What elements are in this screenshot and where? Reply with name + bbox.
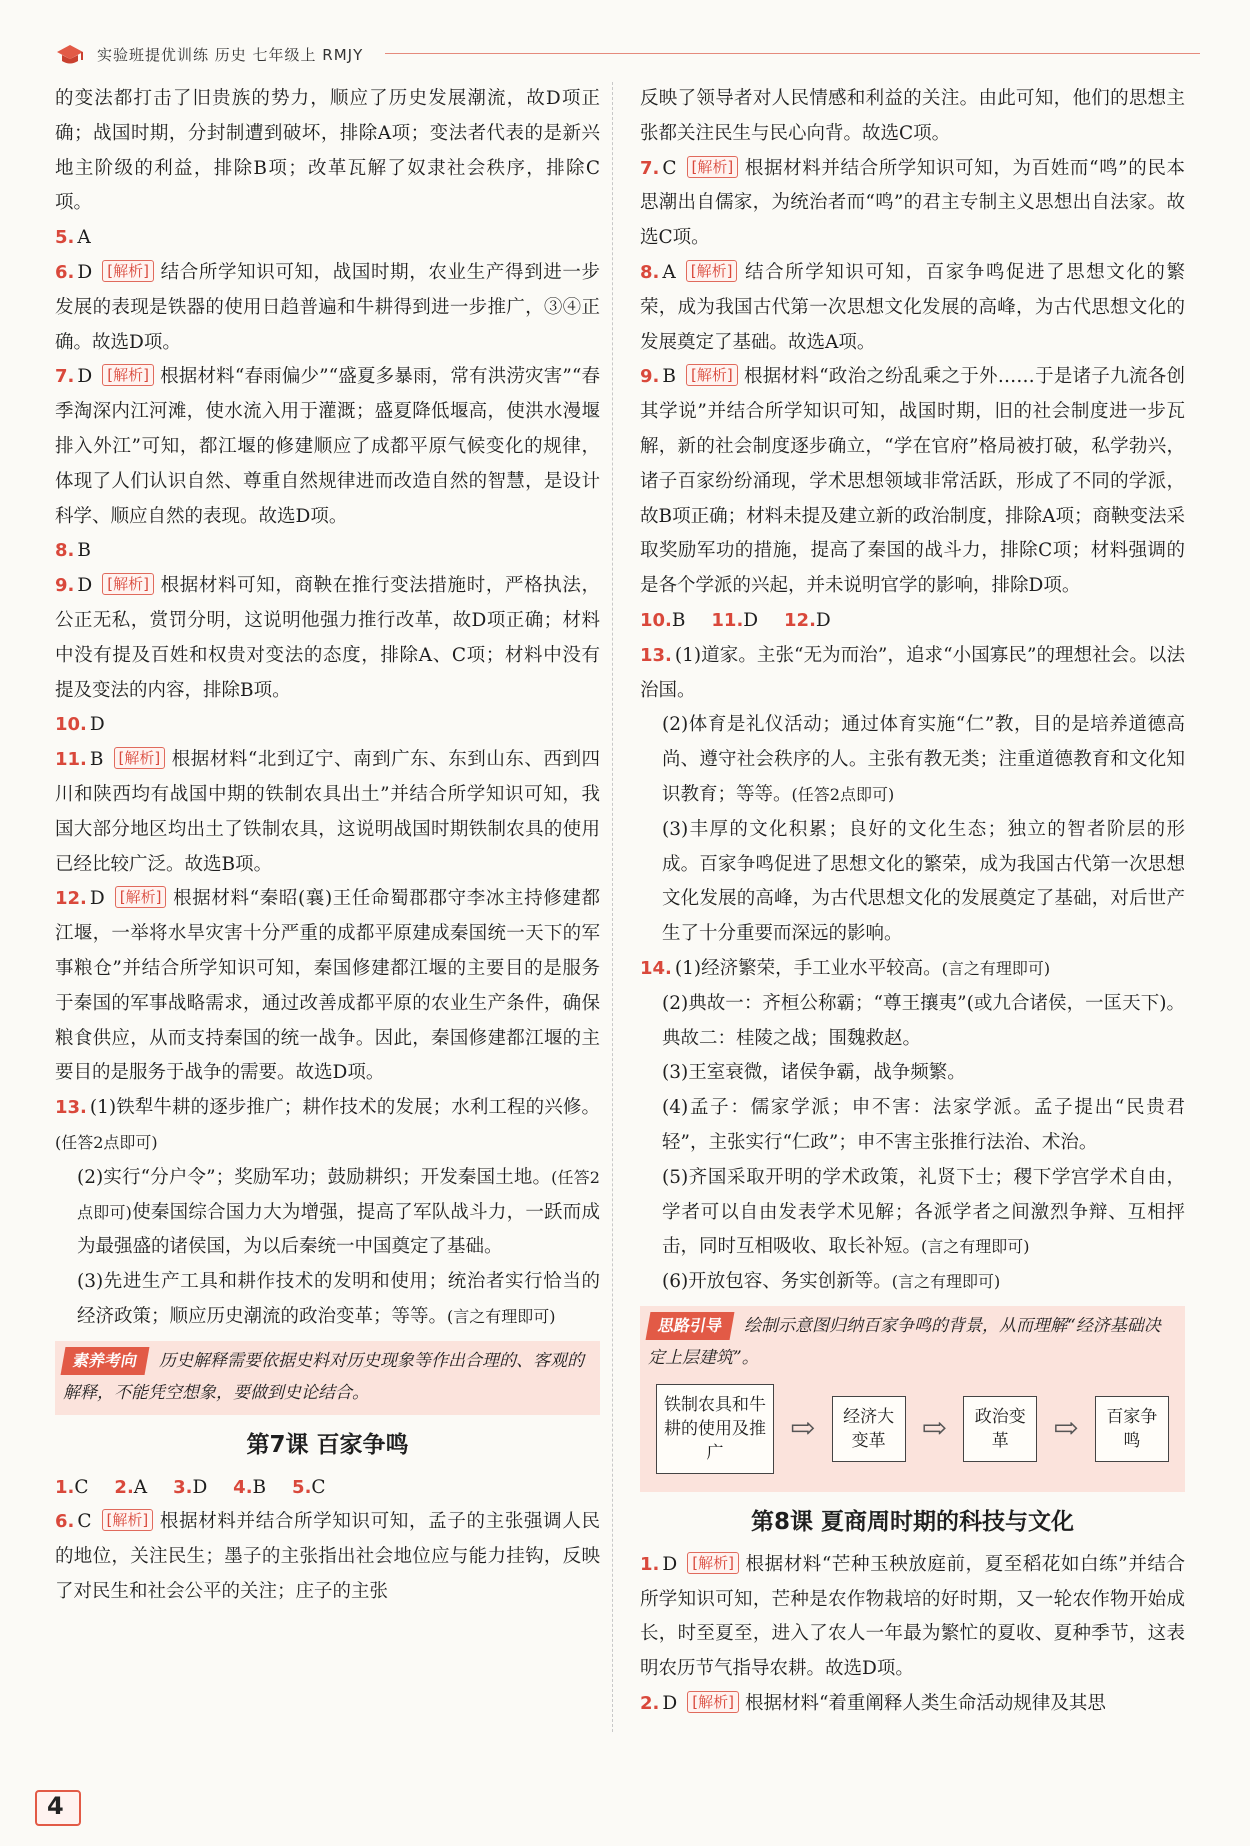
lesson-7-answer-14-part4: (4)孟子：儒家学派；申不害：法家学派。孟子提出“民贵君轻”，主张实行“仁政”；申不害主张推行法治、术治。 bbox=[662, 1097, 1185, 1153]
analysis-tag: [解析] bbox=[102, 364, 154, 386]
analysis-tag: [解析] bbox=[687, 156, 739, 178]
answer-7: 7. D [解析] 根据材料“春雨偏少”“盛夏多暴雨，常有洪涝灾害”“春季淘深内江河滩，使水流入用于灌溉；盛夏降低堰高，使洪水漫堰排入外江”可知，都江堰的修建顺应了成都平原气候变化的规律，体现了人们认识自然、尊重自然规律进而改造自然的智慧，是设计科学、顺应自然的表现。故选D项。 bbox=[55, 366, 600, 527]
page-number: 4 bbox=[47, 1792, 64, 1820]
lesson-7-answers-10-12: 10.B 11.D 12.D bbox=[640, 609, 831, 631]
lesson-7-answer-14-part1: 14. (1)经济繁荣，手工业水平较高。(言之有理即可) bbox=[640, 957, 1051, 979]
analysis-tag: [解析] bbox=[686, 260, 738, 282]
flow-arrow-icon: ⇨ bbox=[921, 1410, 948, 1446]
flow-step-political-change: 政治变革 bbox=[963, 1396, 1037, 1462]
answer-12: 12. D [解析] 根据材料“秦昭(襄)王任命蜀郡郡守李冰主持修建都江堰，一举将水旱灾害十分严重的成都平原建成秦国统一天下的军事粮仓”并结合所学知识可知，秦国修建都江堰的主要目的是服务于秦国的军事战略需求，通过改善成都平原的农业生产条件，确保粮食供应，从而支持秦国的统一战争。因此，秦国修建都江堰的主要目的是服务于战争的需要。故选D项。 bbox=[55, 888, 600, 1084]
book-logo-icon bbox=[55, 42, 85, 66]
flow-step-hundred-schools: 百家争鸣 bbox=[1095, 1396, 1169, 1462]
thinking-guide-box bbox=[640, 1306, 1185, 1492]
lesson-7-title: 第7课 百家争鸣 bbox=[246, 1431, 409, 1458]
answer-10: 10. D bbox=[55, 714, 105, 736]
lesson-7-answer-9: 9. B [解析] 根据材料“政治之纷乱乘之于外……于是诸子九流各创其学说”并结合所学知识可知，战国时期，旧的社会制度进一步瓦解，新的社会制度逐步确立，“学在官府”格局被打破，私学勃兴，诸子百家纷纷涌现，学术思想领域非常活跃，形成了不同的学派，故B项正确；材料未提及建立新的政治制度，排除A项；商鞅变法采取奖励军功的措施，提高了秦国的战斗力，排除C项；材料强调的是各个学派的兴起，并未说明官学的影响，排除D项。 bbox=[640, 366, 1185, 597]
literacy-note-label: 素养考向 bbox=[61, 1347, 150, 1375]
answer-6: 6. D [解析] 结合所学知识可知，战国时期，农业生产得到进一步发展的表现是铁器的使用日趋普遍和牛耕得到进一步推广，③④正确。故选D项。 bbox=[55, 261, 600, 353]
continued-text: 反映了领导者对人民情感和利益的关注。由此可知，他们的思想主张都关注民生与民心向背。故选C项。 bbox=[640, 88, 1185, 144]
flow-arrow-icon: ⇨ bbox=[1053, 1410, 1079, 1446]
continued-text: 的变法都打击了旧贵族的势力，顺应了历史发展潮流，故D项正确；战国时期，分封制遭到破坏，排除A项；变法者代表的是新兴地主阶级的利益，排除B项；改革瓦解了奴隶社会秩序，排除C项。 bbox=[55, 88, 600, 214]
literacy-note-text: 历史解释需要依据史料对历史现象等作出合理的、客观的解释，不能凭空想象，要做到史论结合。 bbox=[63, 1350, 585, 1403]
analysis-tag: [解析] bbox=[102, 260, 154, 282]
header-rule bbox=[385, 53, 1200, 54]
page-header bbox=[55, 38, 1200, 74]
flow-arrow-icon: ⇨ bbox=[790, 1410, 816, 1446]
thinking-guide-label: 思路引导 bbox=[646, 1312, 735, 1340]
column-divider bbox=[612, 82, 613, 1732]
analysis-tag: [解析] bbox=[115, 886, 167, 908]
lesson-7-answer-13-part2: (2)体育是礼仪活动；通过体育实施“仁”教，目的是培养道德高尚、遵守社会秩序的人。主张有教无类；注重道德教育和文化知识教育；等等。(任答2点即可) bbox=[662, 714, 1185, 805]
page-number-badge bbox=[35, 1790, 85, 1830]
answer-13-part3: (3)先进生产工具和耕作技术的发明和使用；统治者实行恰当的经济政策；顺应历史潮流的政治变革；等等。(言之有理即可) bbox=[77, 1271, 600, 1327]
book-title: 实验班提优训练 历史 七年级上 RMJY bbox=[97, 46, 364, 64]
analysis-tag: [解析] bbox=[114, 747, 166, 769]
answer-11: 11. B [解析] 根据材料“北到辽宁、南到广东、东到山东、西到四川和陕西均有战国中期的铁制农具出土”并结合所学知识可知，我国大部分地区均出土了铁制农具，这说明战国时期铁制农具的使用已经比较广泛。故选B项。 bbox=[55, 749, 600, 875]
analysis-tag: [解析] bbox=[687, 1552, 739, 1574]
analysis-tag: [解析] bbox=[687, 1691, 739, 1713]
lesson-7-answer-13-part3: (3)丰厚的文化积累；良好的文化生态；独立的智者阶层的形成。百家争鸣促进了思想文化的繁荣，成为我国古代第一次思想文化发展的高峰，为古代思想文化的发展奠定了基础，对后世产生了十分重要而深远的影响。 bbox=[662, 818, 1185, 945]
lesson-7-answer-14-part2: (2)典故一：齐桓公称霸；“尊王攘夷”(或九合诸侯，一匡天下)。典故二：桂陵之战；围魏救赵。 bbox=[662, 992, 1185, 1049]
flow-diagram bbox=[648, 1374, 1177, 1486]
answer-9: 9. D [解析] 根据材料可知，商鞅在推行变法措施时，严格执法，公正无私，赏罚分明，这说明他强力推行改革，故D项正确；材料中没有提及百姓和权贵对变法的态度，排除A、C项；材料中没有提及变法的内容，排除B项。 bbox=[55, 575, 600, 701]
answer-8: 8. B bbox=[55, 540, 91, 562]
lesson-7-answer-8: 8. A [解析] 结合所学知识可知，百家争鸣促进了思想文化的繁荣，成为我国古代第一次思想文化发展的高峰，为古代思想文化的发展奠定了基础。故选A项。 bbox=[640, 261, 1185, 353]
right-column bbox=[640, 82, 1185, 1722]
lesson-7-answer-7: 7. C [解析] 根据材料并结合所学知识可知，为百姓而“鸣”的民本思潮出自儒家，为统治者而“鸣”的君主专制主义思想出自法家。故选C项。 bbox=[640, 157, 1185, 249]
analysis-tag: [解析] bbox=[102, 573, 154, 595]
literacy-note-box bbox=[55, 1341, 600, 1415]
analysis-tag: [解析] bbox=[686, 364, 738, 386]
lesson-8-answer-1: 1. D [解析] 根据材料“芒种玉秧放庭前，夏至稻花如白练”并结合所学知识可知，芒种是农作物栽培的好时期，又一轮农作物开始成长，时至夏至，进入了农人一年最为繁忙的夏收、夏种季节，这表明农历节气指导农耕。故选D项。 bbox=[640, 1553, 1185, 1680]
answer-13-part2: (2)实行“分户令”；奖励军功；鼓励耕织；开发秦国土地。(任答2点即可)使秦国综合国力大为增强，提高了军队战斗力，一跃而成为最强盛的诸侯国，为以后秦统一中国奠定了基础。 bbox=[77, 1166, 600, 1258]
answer-13-part1: 13. (1)铁犁牛耕的逐步推广；耕作技术的发展；水利工程的兴修。(任答2点即可) bbox=[55, 1097, 600, 1152]
lesson-7-answer-14-part5: (5)齐国采取开明的学术政策，礼贤下士；稷下学宫学术自由，学者可以自由发表学术见解；各派学者之间激烈争辩、互相抨击，同时互相吸收、取长补短。(言之有理即可) bbox=[662, 1166, 1185, 1258]
analysis-tag: [解析] bbox=[102, 1509, 154, 1531]
lesson-7-answer-6: 6. C [解析] 根据材料并结合所学知识可知，孟子的主张强调人民的地位，关注民生；墨子的主张指出社会地位应与能力挂钩，反映了对民生和社会公平的关注；庄子的主张 bbox=[55, 1511, 600, 1603]
thinking-guide-text: 绘制示意图归纳百家争鸣的背景，从而理解“经济基础决定上层建筑”。 bbox=[648, 1315, 1161, 1368]
lesson-7-answer-14-part3: (3)王室衰微，诸侯争霸，战争频繁。 bbox=[662, 1062, 966, 1084]
lesson-7-answer-14-part6: (6)开放包容、务实创新等。(言之有理即可) bbox=[662, 1271, 1001, 1293]
flow-step-economic-change: 经济大变革 bbox=[832, 1396, 906, 1462]
lesson-8-title: 第8课 夏商周时期的科技与文化 bbox=[750, 1508, 1074, 1535]
left-column bbox=[55, 82, 600, 1610]
lesson-8-answer-2: 2. D [解析] 根据材料“着重阐释人类生命活动规律及其思 bbox=[640, 1693, 1106, 1715]
lesson-7-answers: 1.C 2.A 3.D 4.B 5.C bbox=[55, 1476, 326, 1498]
lesson-7-answer-13-part1: 13. (1)道家。主张“无为而治”，追求“小国寡民”的理想社会。以法治国。 bbox=[640, 644, 1185, 701]
answer-5: 5. A bbox=[55, 227, 91, 249]
flow-step-iron-tools: 铁制农具和牛耕的使用及推广 bbox=[656, 1384, 774, 1474]
